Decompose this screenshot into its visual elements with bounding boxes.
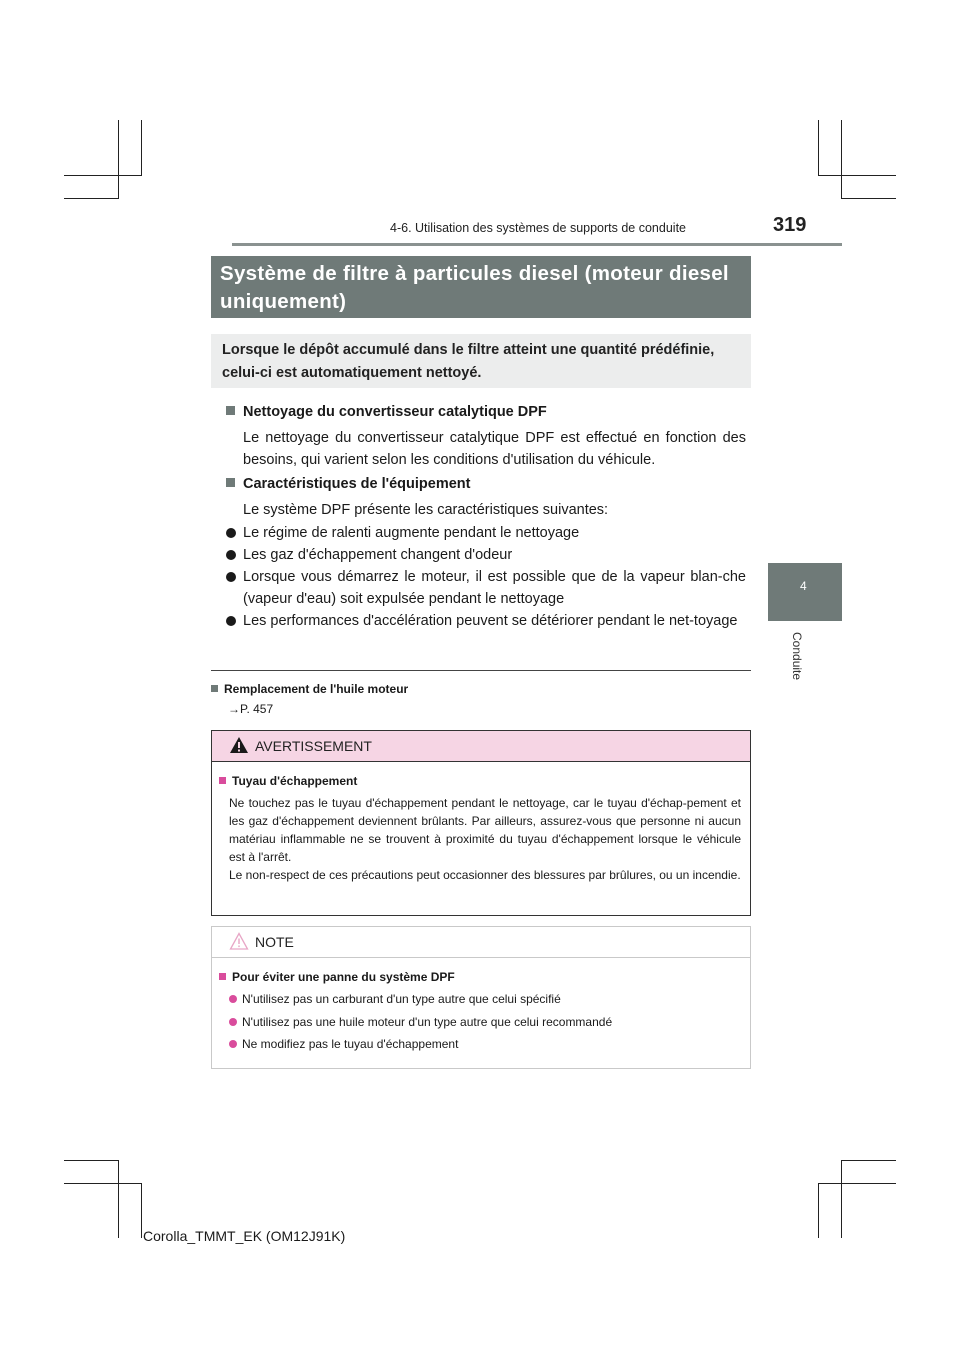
crop-mark bbox=[818, 1183, 896, 1184]
crop-mark bbox=[64, 1160, 119, 1161]
bullet-dot-icon bbox=[226, 550, 236, 560]
section-path: 4-6. Utilisation des systèmes de supports de conduite bbox=[390, 221, 686, 235]
warning-label: AVERTISSEMENT bbox=[255, 738, 372, 754]
crop-mark bbox=[118, 1160, 119, 1238]
bullet-dot-icon bbox=[229, 1040, 237, 1048]
page-number: 319 bbox=[773, 214, 807, 236]
list-item: N'utilisez pas un carburant d'un type autre que celui spécifié bbox=[229, 992, 561, 1006]
features-intro: Le système DPF présente les caractéristiques suivantes: bbox=[243, 502, 609, 518]
crop-mark bbox=[64, 175, 142, 176]
warning-text: Ne touchez pas le tuyau d'échappement pendant le nettoyage, car le tuyau d'échap-pement et les gaz d'échappement deviennent brûlants. Par ailleurs, assurez-vous que personne ni aucun matériau inflammable ne se trouvent à proximité du tuyau d'échappement lorsque le véhicule est à l'arrêt. bbox=[229, 796, 741, 864]
square-bullet-icon bbox=[226, 478, 235, 487]
list-item: Les performances d'accélération peuvent se détériorer pendant le net-toyage bbox=[226, 610, 746, 632]
warning-text-consequence: Le non-respect de ces précautions peut occasionner des blessures par brûlures, ou un incendie. bbox=[229, 868, 741, 882]
cleaning-heading: Nettoyage du convertisseur catalytique DPF bbox=[226, 404, 547, 420]
list-item: Le régime de ralenti augmente pendant le nettoyage bbox=[226, 522, 746, 544]
list-item: Ne modifiez pas le tuyau d'échappement bbox=[229, 1037, 458, 1051]
list-item: Lorsque vous démarrez le moteur, il est possible que de la vapeur blan-che (vapeur d'eau) soit expulsée pendant le nettoyage bbox=[226, 566, 746, 610]
oil-heading: Remplacement de l'huile moteur bbox=[211, 682, 408, 696]
square-bullet-icon bbox=[219, 973, 226, 980]
list-item: N'utilisez pas une huile moteur d'un type autre que celui recommandé bbox=[229, 1015, 612, 1029]
warning-box bbox=[211, 730, 751, 916]
header-divider bbox=[232, 243, 842, 246]
summary-text: Lorsque le dépôt accumulé dans le filtre atteint une quantité prédéfinie, celui-ci est automatiquement nettoyé. bbox=[222, 342, 715, 381]
crop-mark bbox=[841, 1160, 896, 1161]
cleaning-text: Le nettoyage du convertisseur catalytique DPF est effectué en fonction des besoins, qui varient selon les conditions d'utilisation du véhicule. bbox=[243, 430, 746, 468]
bullet-dot-icon bbox=[229, 1018, 237, 1026]
chapter-tab-number: 4 bbox=[800, 579, 807, 593]
crop-mark bbox=[118, 120, 119, 198]
chapter-tab-label: Conduite bbox=[790, 632, 804, 681]
footer-model: Corolla_TMMT_EK (OM12J91K) bbox=[143, 1228, 346, 1244]
crop-mark bbox=[841, 120, 842, 198]
crop-mark bbox=[141, 1183, 142, 1238]
section-title-bar bbox=[211, 256, 751, 318]
note-box bbox=[211, 926, 751, 1069]
bullet-dot-icon bbox=[229, 995, 237, 1003]
bullet-dot-icon bbox=[226, 528, 236, 538]
note-label: NOTE bbox=[255, 934, 294, 950]
square-bullet-icon bbox=[219, 777, 226, 784]
note-heading: Pour éviter une panne du système DPF bbox=[219, 970, 455, 984]
bullet-dot-icon bbox=[226, 572, 236, 582]
warning-triangle-icon bbox=[229, 736, 249, 754]
crop-mark bbox=[141, 120, 142, 175]
caution-triangle-icon bbox=[229, 932, 249, 950]
summary-box bbox=[211, 334, 751, 388]
oil-page-reference[interactable]: →P. 457 bbox=[228, 702, 274, 716]
crop-mark bbox=[64, 1183, 142, 1184]
note-header bbox=[212, 927, 750, 958]
crop-mark bbox=[818, 1183, 819, 1238]
crop-mark bbox=[64, 198, 119, 199]
crop-mark bbox=[841, 198, 896, 199]
warning-heading: Tuyau d'échappement bbox=[219, 774, 357, 788]
crop-mark bbox=[818, 120, 819, 175]
features-heading: Caractéristiques de l'équipement bbox=[226, 476, 470, 492]
chapter-tab bbox=[768, 563, 842, 621]
section-divider bbox=[211, 670, 751, 671]
square-bullet-icon bbox=[211, 685, 218, 692]
list-item: Les gaz d'échappement changent d'odeur bbox=[226, 544, 746, 566]
crop-mark bbox=[841, 1160, 842, 1238]
bullet-dot-icon bbox=[226, 616, 236, 626]
crop-mark bbox=[818, 175, 896, 176]
square-bullet-icon bbox=[226, 406, 235, 415]
warning-header bbox=[212, 731, 750, 762]
section-title: Système de filtre à particules diesel (moteur diesel uniquement) bbox=[220, 262, 729, 313]
